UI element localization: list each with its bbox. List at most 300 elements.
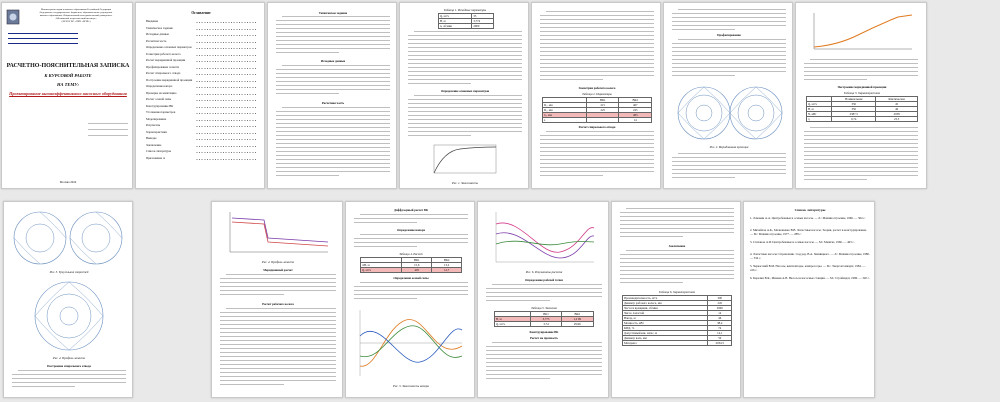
toc-item[interactable]: Профилирование лопасти (146, 64, 180, 69)
text-line (226, 274, 336, 275)
toc-leader (196, 81, 256, 82)
section-heading: Меридианный расчет (263, 268, 293, 272)
text-line (18, 370, 126, 371)
text-line (672, 17, 786, 18)
text-line (354, 218, 468, 219)
toc-leader (196, 152, 256, 153)
text-line (672, 43, 786, 44)
text-line (408, 51, 522, 52)
text-line (276, 111, 390, 112)
reference-item: 3. Степанов А.И. Центробежные и осевые насосы. — М.: Машгиз, 1960. — 463 с. (750, 240, 855, 244)
text-line (620, 278, 734, 279)
page-11 (477, 201, 609, 398)
text-line (354, 242, 468, 243)
text-line (360, 234, 468, 235)
figure-caption: Рис. 3. Треугольник скоростей (49, 270, 89, 274)
text-line (276, 44, 390, 45)
blade-profile-drawing (24, 278, 114, 354)
text-line (804, 131, 918, 132)
page-4 (399, 2, 529, 189)
text-line (220, 360, 336, 361)
toc-leader (196, 29, 256, 30)
table-caption: Таблица 4. Расчет (399, 252, 423, 256)
text-line (220, 294, 284, 295)
text-line (408, 75, 522, 76)
toc-item[interactable]: Определение основных параметров (146, 45, 192, 49)
impeller-drawing (674, 83, 784, 143)
text-line (540, 79, 603, 80)
page-9 (211, 201, 343, 398)
page-8 (3, 201, 133, 398)
text-line (276, 69, 390, 70)
reference-item: 5. Черкасский В.М. Насосы, вентиляторы, компрессоры. — М.: Энергоатомиздат, 1984. — 416 с. (750, 264, 866, 272)
text-line (12, 386, 75, 387)
page-title-sheet (1, 2, 133, 189)
text-line (12, 374, 126, 375)
toc-item[interactable]: Проверка на кавитацию (146, 90, 177, 95)
text-line (220, 336, 336, 337)
blade-graph (224, 208, 332, 258)
text-line (12, 378, 126, 379)
text-line (408, 115, 522, 116)
text-line (354, 246, 417, 247)
text-line (276, 73, 390, 74)
text-line (276, 36, 390, 37)
text-line (220, 282, 336, 283)
text-line (354, 298, 417, 299)
text-line (276, 119, 390, 120)
text-line (546, 11, 654, 12)
toc-leader (196, 48, 256, 49)
text-line (810, 127, 918, 128)
text-line (672, 177, 735, 178)
text-line (276, 20, 390, 21)
text-line (540, 163, 654, 164)
divider (88, 129, 128, 130)
text-line (414, 95, 522, 96)
text-line (804, 139, 918, 140)
toc-item[interactable]: Расчетная часть (146, 38, 167, 43)
divider (8, 38, 78, 39)
text-line (672, 63, 786, 64)
section-heading: Расчет на прочность (530, 336, 558, 340)
header-line: «Московский энергетический институт» (55, 17, 97, 20)
text-line (486, 370, 602, 371)
text-line (408, 35, 522, 36)
text-line (276, 151, 390, 152)
text-line (408, 83, 471, 84)
text-line (220, 348, 336, 349)
toc-item[interactable]: Результаты (146, 123, 161, 127)
text-line (672, 51, 786, 52)
text-line (804, 75, 918, 76)
toc-leader (196, 22, 256, 23)
toc-leader (196, 133, 256, 134)
text-line (276, 175, 339, 176)
section-heading: Заключение (668, 244, 686, 248)
text-line (276, 81, 390, 82)
text-line (220, 384, 284, 385)
text-line (540, 171, 654, 172)
section-heading: Определение основных параметров (440, 89, 490, 93)
text-line (678, 39, 786, 40)
toc-leader (196, 74, 256, 75)
text-line (804, 135, 918, 136)
table-caption: Таблица 2. Параметры (582, 92, 612, 96)
toc-item[interactable]: Список литературы (146, 149, 172, 153)
text-line (810, 59, 918, 60)
text-line (220, 332, 336, 333)
text-line (540, 155, 654, 156)
reference-item: 4. Лопастные насосы: Справочник / под ред. В.А. Зимницкого. — Л.: Машиностроение, 1986. — 334 с. (750, 252, 870, 260)
text-line (408, 127, 522, 128)
toc-item[interactable]: Расчет спирального отвода (146, 71, 181, 75)
text-line (540, 39, 654, 40)
text-line (486, 346, 602, 347)
header-line: Министерство науки и высшего образования Российской Федерации (41, 8, 111, 11)
toc-leader (196, 87, 256, 88)
text-line (408, 99, 522, 100)
reference-item: 1. Ломакин А.А. Центробежные и осевые насосы. — Л.: Машиностроение, 1966. — 364 с. (750, 216, 866, 220)
text-line (220, 328, 336, 329)
data-table: ВК1 ВК2 ΔH, м 15,6 13,2 Q, м³/ч 405 12,7 (360, 257, 462, 273)
text-line (672, 161, 786, 162)
section-heading: Диффузорный расчет ВК (393, 208, 429, 212)
text-line (354, 238, 468, 239)
toc-leader (196, 68, 256, 69)
text-line (540, 71, 654, 72)
text-line (804, 155, 918, 156)
toc-item[interactable]: Построение меридианной проекции (146, 77, 193, 82)
page-references (743, 201, 875, 398)
page-7 (795, 2, 927, 189)
toc-heading: Оглавление (191, 11, 211, 15)
text-line (672, 165, 786, 166)
page-5 (531, 2, 661, 189)
text-line (804, 71, 918, 72)
text-line (408, 43, 522, 44)
text-line (678, 153, 786, 154)
text-line (620, 220, 734, 221)
text-line (282, 16, 390, 17)
text-line (672, 169, 786, 170)
text-line (360, 282, 468, 283)
text-line (804, 147, 918, 148)
text-line (220, 312, 336, 313)
toc-leader (196, 113, 256, 114)
toc-item[interactable]: Расчет меридианной проекции (146, 58, 186, 62)
text-line (804, 63, 918, 64)
toc-item[interactable]: Уточнение параметров (146, 110, 176, 114)
toc-leader (196, 42, 256, 43)
text-line (540, 67, 654, 68)
toc-leader (196, 35, 256, 36)
toc-leader (196, 94, 256, 95)
text-line (540, 47, 654, 48)
city-year: Москва 2024 (59, 180, 77, 184)
text-line (620, 212, 734, 213)
text-line (486, 378, 550, 379)
toc-item[interactable]: Техническое задание (146, 25, 173, 30)
text-line (540, 151, 654, 152)
text-line (620, 254, 734, 255)
toc-leader (196, 139, 256, 140)
text-line (672, 67, 786, 68)
toc-leader (196, 100, 256, 101)
page-6 (663, 2, 793, 189)
toc-leader (196, 55, 256, 56)
text-line (486, 296, 602, 297)
text-line (672, 29, 735, 30)
text-line (672, 157, 786, 158)
curve-chart (430, 143, 500, 179)
header-line: Федеральное государственное бюджетное образовательное учреждение (39, 11, 113, 14)
page-10 (345, 201, 475, 398)
text-line (408, 47, 522, 48)
text-line (540, 175, 603, 176)
toc-leader (196, 61, 256, 62)
text-line (360, 214, 468, 215)
text-line (220, 364, 336, 365)
section-heading: Конструирование ВК (529, 330, 559, 334)
toc-leader (196, 107, 256, 108)
text-line (408, 107, 522, 108)
text-line (546, 131, 654, 132)
text-line (486, 350, 602, 351)
text-line (672, 75, 735, 76)
text-line (276, 159, 390, 160)
text-line (620, 266, 734, 267)
text-line (678, 9, 786, 10)
text-line (804, 143, 918, 144)
text-line (540, 51, 654, 52)
text-line (354, 294, 468, 295)
text-line (486, 288, 602, 289)
text-line (540, 59, 654, 60)
data-table: Производительность, м³/ч 300 Диаметр рабочего колеса, мм 245 Частота вращения, об/мин 2900 Число лопастей 14 Напор, м 46 Мощность, кВт 38,4 КПД, % 74 Допустимый кав. запас, м 14,1 Диаметр вала, мм 50 Материал 20Х13 (622, 295, 732, 346)
text-line (408, 131, 522, 132)
text-line (804, 67, 918, 68)
figure-caption: Рис. 5. Зависимость напора (393, 384, 429, 388)
text-line (672, 55, 786, 56)
text-line (408, 119, 522, 120)
text-line (672, 21, 786, 22)
toc-item[interactable]: Определение напора (146, 84, 173, 88)
text-line (276, 155, 390, 156)
divider (88, 123, 128, 124)
toc-item[interactable]: Заключение (146, 142, 162, 147)
text-line (408, 67, 522, 68)
section-heading: Определение рабочей точки (525, 278, 563, 282)
toc-item[interactable]: Приложение А (146, 155, 166, 160)
section-heading: Расчетная часть (321, 101, 345, 105)
text-line (540, 31, 654, 32)
text-line (620, 274, 734, 275)
section-heading: Расчет рабочего колеса (262, 302, 294, 306)
text-line (12, 382, 126, 383)
text-line (620, 270, 734, 271)
text-line (226, 308, 336, 309)
text-line (220, 372, 336, 373)
text-line (540, 139, 654, 140)
toc-item[interactable]: Исходные данные (146, 32, 169, 36)
text-line (486, 362, 602, 363)
text-line (276, 85, 390, 86)
text-line (276, 115, 390, 116)
text-line (540, 27, 654, 28)
text-line (540, 143, 654, 144)
text-line (540, 43, 654, 44)
section-heading: Построение меридианной проекции (837, 85, 887, 89)
text-line (492, 284, 602, 285)
table-caption: Таблица 1. Исходные параметры (443, 8, 487, 12)
text-line (804, 175, 918, 176)
text-line (540, 15, 654, 16)
figure-caption: Рис. 2. Меридианная проекция (709, 145, 749, 149)
text-line (540, 19, 654, 20)
toc-item[interactable]: Моделирование (146, 116, 167, 121)
text-line (408, 103, 522, 104)
text-line (620, 228, 734, 229)
text-line (220, 316, 336, 317)
text-line (672, 13, 786, 14)
text-line (220, 356, 336, 357)
data-table: Q, м³/ч 35 H, м 3,774 n, об/мин 2900 (438, 13, 494, 29)
text-line (276, 24, 390, 25)
figure-caption: Рис. 6. Результаты расчета (525, 270, 563, 274)
text-line (220, 368, 336, 369)
toc-item[interactable]: Расчет осевой силы (146, 97, 172, 101)
text-line (620, 282, 683, 283)
document-title: РАСЧЕТНО-ПОЯСНИТЕЛЬНАЯ ЗАПИСКА (6, 63, 130, 69)
text-line (626, 208, 734, 209)
text-line (540, 55, 654, 56)
figure-caption: Рис. 4. Профиль лопасти (261, 260, 295, 264)
text-line (408, 123, 522, 124)
text-line (540, 63, 654, 64)
text-line (486, 300, 550, 301)
text-line (804, 167, 918, 168)
text-line (354, 286, 468, 287)
text-line (620, 258, 734, 259)
header-line: высшего образования «Национальный исследовательский университет (39, 14, 113, 17)
text-line (276, 48, 390, 49)
text-line (486, 292, 602, 293)
text-line (220, 344, 336, 345)
text-line (804, 79, 867, 80)
toc-leader (196, 146, 256, 147)
page-3 (267, 2, 397, 189)
section-heading: Расчет спирального отвода (578, 125, 616, 129)
text-line (276, 139, 390, 140)
text-line (220, 376, 336, 377)
page-12 (611, 201, 741, 398)
section-heading: Профилирование (717, 33, 741, 37)
section-heading: Построение спирального отвода (47, 364, 91, 368)
reference-item: 2. Михайлов А.К., Малюшенко В.В. Лопастные насосы. Теория, расчет и конструирование. — М.: Машиностроение, 1977. — 288 с. (750, 228, 867, 236)
toc-item[interactable]: Введение (146, 19, 159, 23)
text-line (276, 163, 390, 164)
text-line (276, 52, 339, 53)
university-logo (6, 9, 20, 25)
text-line (620, 232, 734, 233)
text-line (540, 75, 654, 76)
text-line (620, 224, 734, 225)
text-line (540, 167, 654, 168)
text-line (408, 39, 522, 40)
text-line (276, 89, 390, 90)
text-line (276, 171, 390, 172)
toc-leader (196, 120, 256, 121)
text-line (276, 32, 390, 33)
text-line (672, 25, 786, 26)
text-line (276, 93, 339, 94)
toc-leader (196, 159, 256, 160)
text-line (540, 147, 654, 148)
toc-item[interactable]: Конструирование ВК (146, 103, 174, 108)
text-line (408, 63, 522, 64)
text-line (408, 71, 522, 72)
text-line (220, 340, 336, 341)
figure-caption: Рис. 1. Зависимость (451, 181, 479, 185)
text-line (276, 167, 390, 168)
text-line (804, 171, 918, 172)
references-heading: Список литературы (794, 208, 826, 212)
text-line (282, 65, 390, 66)
text-line (672, 59, 786, 60)
toc-item[interactable]: Выводы (146, 136, 157, 140)
toc-item[interactable]: Характеристики (146, 129, 167, 134)
text-line (220, 320, 336, 321)
toc-leader (196, 126, 256, 127)
table-caption: Таблица 6. Характеристики (658, 290, 696, 294)
text-line (220, 352, 336, 353)
text-line (620, 262, 734, 263)
toc-item[interactable]: Геометрия рабочего колеса (146, 51, 181, 56)
text-line (540, 135, 654, 136)
result-chart (490, 208, 598, 268)
divider (88, 135, 128, 136)
text-line (276, 77, 390, 78)
page-toc (135, 2, 265, 189)
text-line (540, 159, 654, 160)
header-line: (ФГБОУ ВО «НИУ «МЭИ») (61, 20, 91, 23)
text-line (804, 179, 867, 180)
topic-text: Проектирование высокоэффективного насосного оборудования (9, 91, 127, 96)
text-line (620, 216, 734, 217)
text-line (540, 35, 654, 36)
divider (8, 33, 78, 34)
document-subtitle: К КУРСОВОЙ РАБОТЕ (44, 73, 92, 78)
section-heading: Исходные данные (320, 59, 346, 63)
section-heading: Техническое задание (318, 11, 348, 15)
text-line (276, 147, 390, 148)
text-line (276, 28, 390, 29)
text-line (408, 79, 522, 80)
text-line (408, 111, 522, 112)
orange-graph (808, 9, 916, 55)
text-line (220, 278, 336, 279)
text-line (354, 290, 468, 291)
reference-item: 6. Карелин В.Я., Минаев А.В. Насосы и насосные станции. — М.: Стройиздат, 1986. — 320 с. (750, 276, 870, 280)
text-line (408, 135, 471, 136)
table-caption: Таблица 3. Характеристики (843, 91, 881, 95)
text-line (276, 143, 390, 144)
text-line (220, 290, 336, 291)
text-line (540, 23, 654, 24)
text-line (220, 380, 336, 381)
data-table: Номинальная Фактическая Q, м³/ч 350 45 H, м 350 46 N, кВт 2387,5 2038 η 0,74 23,5 (806, 96, 918, 122)
